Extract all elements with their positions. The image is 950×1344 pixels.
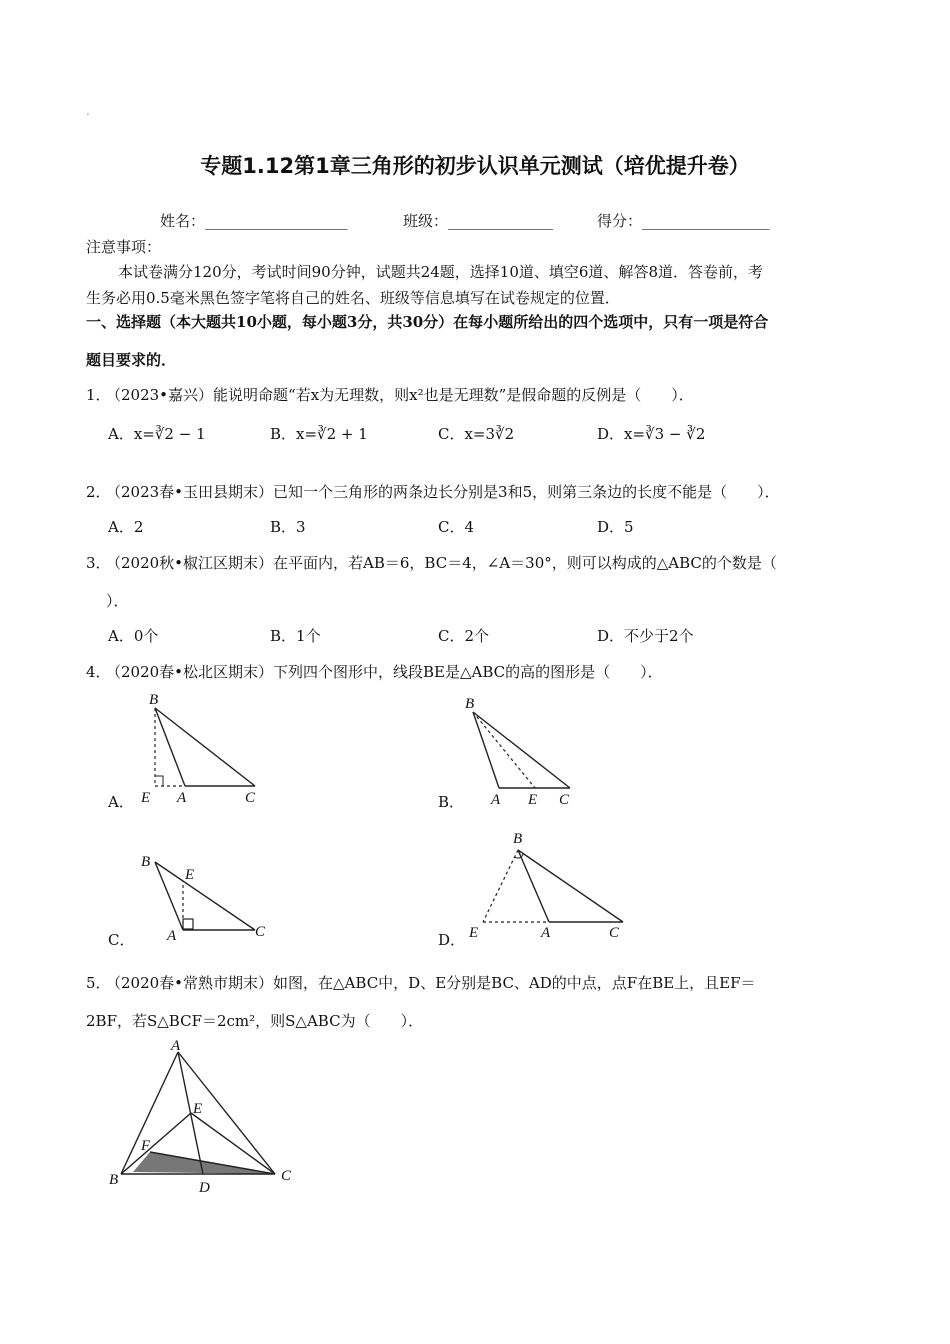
question-4-text: （2020春•松北区期末）下列四个图形中，线段BE是△ABC的高的图形是（ ）． bbox=[106, 663, 663, 681]
score-field: 得分：_________________ bbox=[597, 212, 770, 230]
figure-5-label-e: E bbox=[193, 1101, 203, 1117]
question-3-text: （2020秋•椒江区期末）在平面内，若AB＝6，BC＝4，∠A＝30°，则可以构成的△ABC的个数是（ bbox=[106, 554, 777, 572]
figure-d-label-c: C bbox=[609, 925, 620, 941]
question-2-number: 2． bbox=[86, 483, 111, 501]
question-1-option-b: B．x=∛2 + 1 bbox=[270, 425, 368, 443]
question-5-text-continued: 2BF，若S△BCF＝2cm²，则S△ABC为（ ）． bbox=[86, 1012, 424, 1030]
figure-b-side-bc bbox=[473, 712, 570, 788]
figure-d-label-b: B bbox=[513, 831, 523, 847]
page-title: 专题1.12第1章三角形的初步认识单元测试（培优提升卷） bbox=[200, 154, 750, 178]
figure-5-label-b: B bbox=[109, 1172, 119, 1188]
question-5-text: （2020春•常熟市期末）如图，在△ABC中，D、E分别是BC、AD的中点，点F在BE上，且EF＝ bbox=[106, 974, 756, 992]
notes-line-1: 本试卷满分120分，考试时间90分钟，试题共24题，选择10道、填空6道、解答8道．答卷前，考 bbox=[118, 263, 763, 281]
question-4-option-d: D． bbox=[438, 931, 466, 949]
notes-heading: 注意事项： bbox=[86, 238, 162, 256]
figure-d-segment-be bbox=[483, 850, 518, 922]
question-3-text-continued: ）． bbox=[106, 592, 129, 610]
figure-5-label-f: F bbox=[141, 1138, 151, 1154]
figure-question-5 bbox=[105, 1040, 305, 1200]
question-2-option-b: B．3 bbox=[270, 518, 306, 536]
question-1-option-a: A．x=∛2 − 1 bbox=[108, 425, 206, 443]
figure-a-right-angle bbox=[155, 776, 163, 786]
question-5-number: 5． bbox=[86, 974, 111, 992]
class-field: 班级：______________ bbox=[403, 212, 554, 230]
question-3-number: 3． bbox=[86, 554, 111, 572]
figure-b-label-e: E bbox=[528, 792, 538, 808]
question-1-option-c: C．x=3∛2 bbox=[438, 425, 515, 443]
figure-b-segment-be bbox=[473, 712, 535, 788]
question-1-text: （2023•嘉兴）能说明命题“若x为无理数，则x²也是无理数”是假命题的反例是（ ）． bbox=[106, 386, 694, 404]
figure-option-a bbox=[135, 690, 275, 810]
question-2-option-c: C．4 bbox=[438, 518, 475, 536]
figure-c-label-c: C bbox=[255, 924, 266, 940]
question-1-number: 1． bbox=[86, 386, 111, 404]
question-4-option-b: B． bbox=[438, 793, 465, 811]
figure-a-label-c: C bbox=[245, 790, 256, 806]
section-heading-line-2: 题目要求的． bbox=[86, 351, 177, 369]
figure-c-label-a: A bbox=[167, 928, 177, 944]
figure-option-d bbox=[463, 826, 633, 946]
figure-5-label-a: A bbox=[171, 1040, 181, 1054]
question-4-option-c: C． bbox=[108, 931, 135, 949]
paragraph-mark: . bbox=[86, 104, 90, 118]
figure-d-label-a: A bbox=[541, 925, 551, 941]
figure-d-label-e: E bbox=[469, 925, 479, 941]
notes-line-2: 生务必用0.5毫米黑色签字笔将自己的姓名、班级等信息填写在试卷规定的位置． bbox=[86, 289, 620, 307]
question-4-option-a: A． bbox=[108, 793, 134, 811]
figure-c-label-b: B bbox=[141, 854, 151, 870]
figure-b-label-c: C bbox=[559, 792, 570, 808]
section-heading-line-1: 一、选择题（本大题共10小题，每小题3分，共30分）在每小题所给出的四个选项中，只有一项是符合 bbox=[86, 313, 769, 331]
figure-a-label-e: E bbox=[141, 790, 151, 806]
question-2-option-a: A．2 bbox=[108, 518, 144, 536]
question-1-option-d: D．x=∛3 − ∛2 bbox=[597, 425, 706, 443]
figure-option-c bbox=[133, 848, 283, 948]
figure-5-label-c: C bbox=[281, 1168, 292, 1184]
figure-a-label-a: A bbox=[177, 790, 187, 806]
question-3-option-b: B．1个 bbox=[270, 627, 321, 645]
figure-c-label-e: E bbox=[185, 867, 195, 883]
figure-a-label-b: B bbox=[149, 692, 159, 708]
figure-5-label-d: D bbox=[199, 1180, 210, 1196]
question-3-option-a: A．0个 bbox=[108, 627, 159, 645]
figure-b-label-a: A bbox=[491, 792, 501, 808]
figure-b-side-ba bbox=[473, 712, 499, 788]
question-3-option-d: D．不少于2个 bbox=[597, 627, 694, 645]
figure-c-side-bc bbox=[155, 862, 255, 930]
question-3-option-c: C．2个 bbox=[438, 627, 490, 645]
figure-option-b bbox=[455, 690, 585, 810]
question-2-text: （2023春•玉田县期末）已知一个三角形的两条边长分别是3和5，则第三条边的长度不能是（ ）． bbox=[106, 483, 780, 501]
question-2-option-d: D．5 bbox=[597, 518, 634, 536]
figure-c-right-angle bbox=[183, 919, 193, 929]
name-field: 姓名：___________________ bbox=[160, 212, 348, 230]
question-4-number: 4． bbox=[86, 663, 111, 681]
figure-b-label-b: B bbox=[465, 696, 475, 712]
